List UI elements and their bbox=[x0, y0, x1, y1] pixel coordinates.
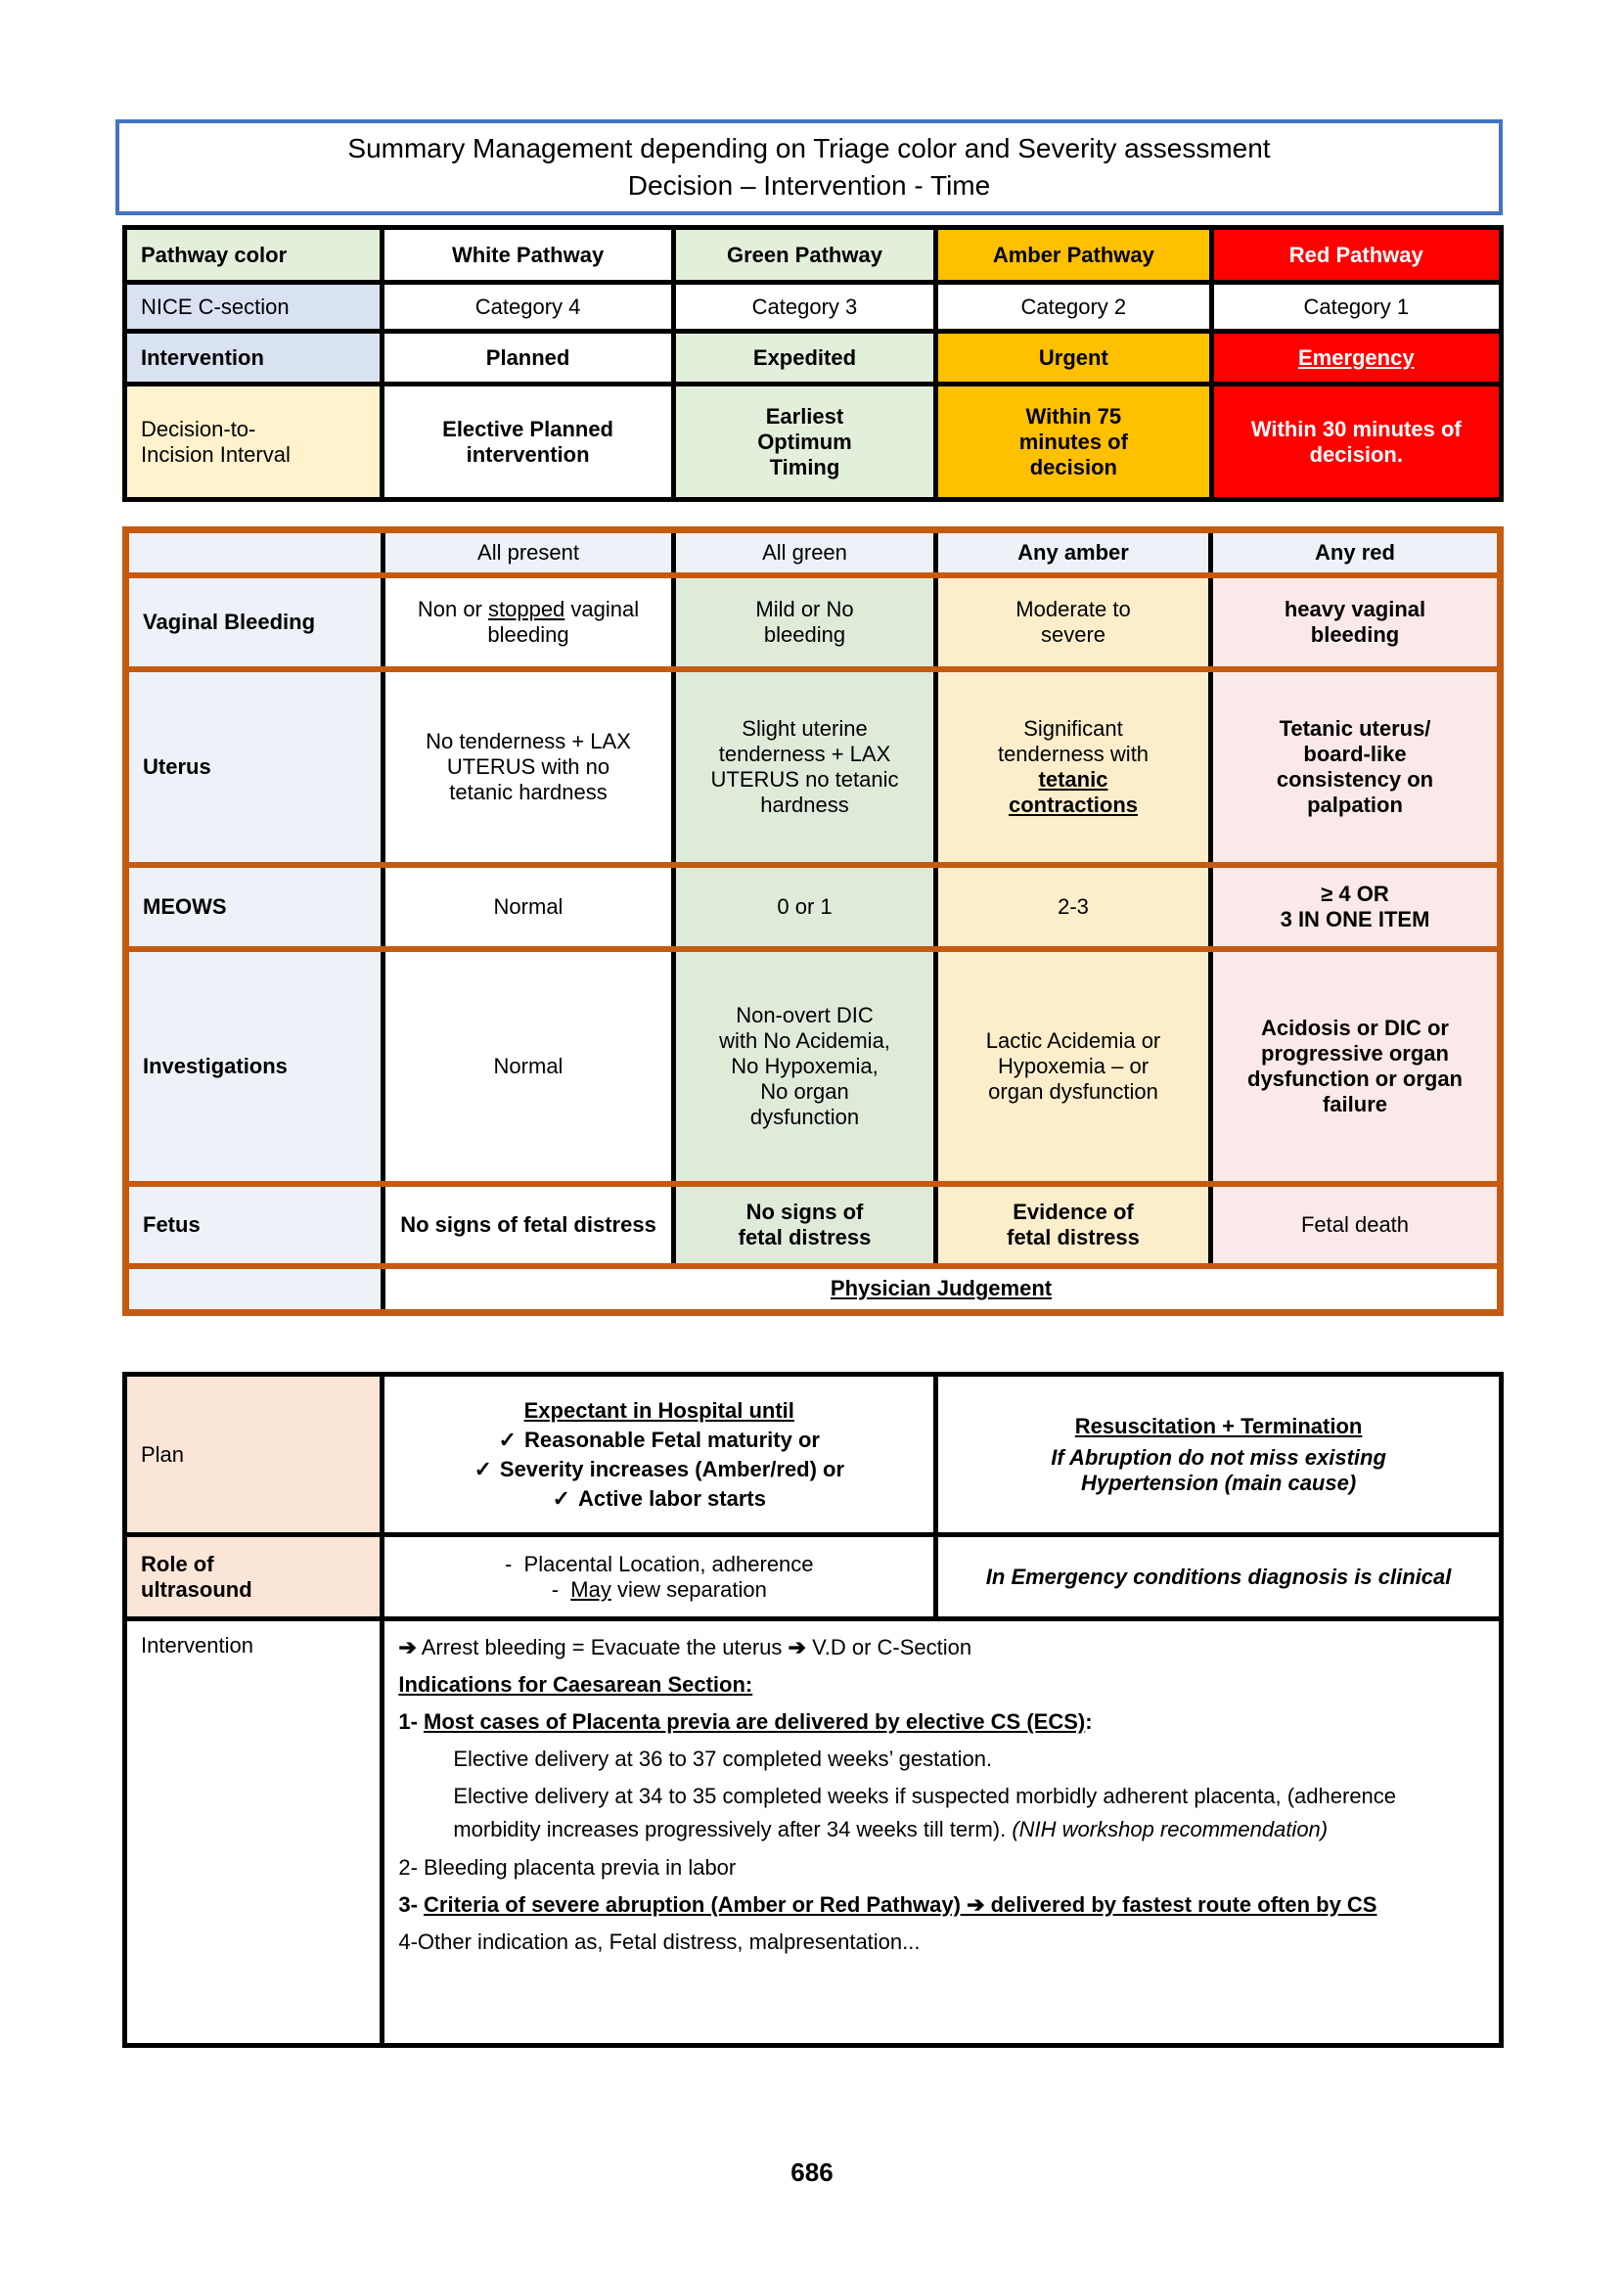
row-label-nice: NICE C-section bbox=[125, 283, 383, 332]
title-line-1: Summary Management depending on Triage color and Severity assessment bbox=[347, 133, 1271, 164]
cell-intervention-green: Expedited bbox=[673, 332, 935, 385]
plan-item: ✓ Active labor starts bbox=[552, 1485, 766, 1511]
cell-plan-expectant bbox=[383, 1375, 936, 1535]
table-row-uterus bbox=[126, 669, 1501, 865]
cell-uterus-white: No tenderness + LAX UTERUS with no tetanic hardness bbox=[383, 669, 674, 865]
cell-nice-red: Category 1 bbox=[1211, 283, 1501, 332]
row-label-uterus: Uterus bbox=[126, 669, 383, 865]
table-row-meows bbox=[126, 865, 1501, 949]
cell-nice-amber: Category 2 bbox=[936, 283, 1211, 332]
cell-vaginal-white: Non or stopped vaginal bleeding bbox=[383, 575, 674, 669]
row-label-pathway-color: Pathway color bbox=[125, 228, 383, 283]
table-row-investigations bbox=[126, 949, 1501, 1184]
row-label-plan: Plan bbox=[125, 1375, 383, 1535]
row-label-meows: MEOWS bbox=[126, 865, 383, 949]
cell-fetus-white: No signs of fetal distress bbox=[383, 1184, 674, 1266]
iv-line-indications: Indications for Caesarean Section: bbox=[398, 1672, 753, 1698]
cell-plan-resuscitation bbox=[936, 1375, 1502, 1535]
cell-fetus-red: Fetal death bbox=[1211, 1184, 1501, 1266]
cell-white-pathway: White Pathway bbox=[383, 228, 673, 283]
cell-investigations-amber: Lactic Acidemia or Hypoxemia – or organ dysfunction bbox=[936, 949, 1211, 1184]
cell-fetus-green: No signs of fetal distress bbox=[674, 1184, 936, 1266]
cell-intervention-white: Planned bbox=[383, 332, 673, 385]
table-row-nice-category bbox=[125, 283, 1502, 332]
plan-left-title: Expectant in Hospital until bbox=[523, 1397, 794, 1423]
cell-decision-white: Elective Planned intervention bbox=[383, 385, 673, 500]
plan-item: ✓ Severity increases (Amber/red) or bbox=[474, 1456, 845, 1481]
row-label-ultrasound: Role of ultrasound bbox=[125, 1535, 383, 1619]
iv-line-elective-34-35: Elective delivery at 34 to 35 completed weeks if suspected morbidly adherent placenta, (adherence morbidity increases progressively after 34 weeks till term). (NIH workshop recommendation) bbox=[453, 1784, 1397, 1842]
table-row-plan bbox=[125, 1375, 1502, 1535]
cell-meows-green: 0 or 1 bbox=[674, 865, 936, 949]
cell-uterus-green: Slight uterine tenderness + LAX UTERUS no tetanic hardness bbox=[674, 669, 936, 865]
cell-uterus-red: Tetanic uterus/ board-like consistency on palpation bbox=[1211, 669, 1501, 865]
iv-line-4: 4-Other indication as, Fetal distress, malpresentation... bbox=[398, 1929, 921, 1954]
row-label-intervention: Intervention bbox=[125, 332, 383, 385]
cell-ultrasound-left bbox=[383, 1535, 936, 1619]
right-arrow-icon: ➔ bbox=[398, 1635, 417, 1659]
cell-decision-amber: Within 75 minutes of decision bbox=[936, 385, 1211, 500]
cell-intervention-amber: Urgent bbox=[936, 332, 1211, 385]
table-row-intervention-type bbox=[125, 332, 1502, 385]
checkmark-icon: ✓ bbox=[474, 1456, 492, 1481]
cell-vaginal-amber: Moderate to severe bbox=[936, 575, 1211, 669]
table-row-presence bbox=[126, 530, 1501, 575]
cell-meows-amber: 2-3 bbox=[936, 865, 1211, 949]
cell-presence-white: All present bbox=[383, 530, 674, 575]
cell-red-pathway: Red Pathway bbox=[1211, 228, 1501, 283]
cell-nice-white: Category 4 bbox=[383, 283, 673, 332]
row-label-intervention-detail: Intervention bbox=[125, 1619, 383, 2046]
cell-uterus-amber: Significant tenderness with tetanic contractions bbox=[936, 669, 1211, 865]
cell-investigations-red: Acidosis or DIC or progressive organ dysfunction or organ failure bbox=[1211, 949, 1501, 1184]
table-row-pathway-color bbox=[125, 228, 1502, 283]
pathway-header-table bbox=[122, 225, 1504, 502]
row-label-fetus: Fetus bbox=[126, 1184, 383, 1266]
plan-item: ✓ Reasonable Fetal maturity or bbox=[498, 1427, 820, 1452]
cell-ultrasound-right: In Emergency conditions diagnosis is clinical bbox=[936, 1535, 1502, 1619]
plan-right-body: If Abruption do not miss existing Hypertension (main cause) bbox=[1051, 1444, 1386, 1495]
cell-decision-red: Within 30 minutes of decision. bbox=[1211, 385, 1501, 500]
right-arrow-icon: ➔ bbox=[788, 1635, 806, 1659]
plan-right-title: Resuscitation + Termination bbox=[1074, 1413, 1363, 1438]
cell-physician-judgement: Physician Judgement bbox=[383, 1266, 1501, 1313]
cell-amber-pathway: Amber Pathway bbox=[936, 228, 1211, 283]
cell-vaginal-red: heavy vaginal bleeding bbox=[1211, 575, 1501, 669]
plan-table bbox=[122, 1372, 1504, 2048]
row-label-investigations: Investigations bbox=[126, 949, 383, 1184]
cell-vaginal-green: Mild or No bleeding bbox=[674, 575, 936, 669]
cell-presence-amber: Any amber bbox=[936, 530, 1211, 575]
cell-intervention-red bbox=[1211, 332, 1501, 385]
row-label-vaginal-bleeding: Vaginal Bleeding bbox=[126, 575, 383, 669]
table-row-fetus bbox=[126, 1184, 1501, 1266]
cell-presence-red: Any red bbox=[1211, 530, 1501, 575]
cell-fetus-amber: Evidence of fetal distress bbox=[936, 1184, 1211, 1266]
cell-green-pathway: Green Pathway bbox=[673, 228, 935, 283]
iv-line-2: 2- Bleeding placenta previa in labor bbox=[398, 1854, 737, 1880]
ultrasound-line-2: - May view separation bbox=[551, 1576, 767, 1602]
ultrasound-line-1: - Placental Location, adherence bbox=[504, 1551, 814, 1576]
title-box bbox=[115, 119, 1503, 215]
table-row-ultrasound bbox=[125, 1535, 1502, 1619]
row-label-empty-judgement bbox=[126, 1266, 383, 1313]
iv-line-1: 1- Most cases of Placenta previa are delivered by elective CS (ECS): bbox=[398, 1709, 1093, 1735]
page-number: 686 bbox=[790, 2157, 834, 2187]
table-row-intervention-detail bbox=[125, 1619, 1502, 2046]
iv-line-arrest: ➔ Arrest bleeding = Evacuate the uterus ➔ V.D or C-Section bbox=[398, 1635, 972, 1659]
cell-nice-green: Category 3 bbox=[673, 283, 935, 332]
severity-assessment-table bbox=[122, 526, 1504, 1316]
row-label-decision-interval: Decision-to-Incision Interval bbox=[125, 385, 383, 500]
cell-investigations-white: Normal bbox=[383, 949, 674, 1184]
table-row-physician-judgement bbox=[126, 1266, 1501, 1313]
checkmark-icon: ✓ bbox=[552, 1485, 570, 1511]
iv-line-3: 3- Criteria of severe abruption (Amber or Red Pathway) ➔ delivered by fastest route often by CS bbox=[398, 1891, 1377, 1917]
emergency-text: Emergency bbox=[1297, 344, 1415, 370]
checkmark-icon: ✓ bbox=[498, 1427, 517, 1452]
table-row-decision-interval bbox=[125, 385, 1502, 500]
cell-intervention-detail bbox=[383, 1619, 1502, 2046]
table-row-vaginal-bleeding bbox=[126, 575, 1501, 669]
cell-meows-red: ≥ 4 OR 3 IN ONE ITEM bbox=[1211, 865, 1501, 949]
title-line-2: Decision – Intervention - Time bbox=[627, 170, 991, 201]
cell-decision-green: Earliest Optimum Timing bbox=[673, 385, 935, 500]
cell-investigations-green: Non-overt DIC with No Acidemia, No Hypoxemia, No organ dysfunction bbox=[674, 949, 936, 1184]
cell-presence-green: All green bbox=[674, 530, 936, 575]
cell-meows-white: Normal bbox=[383, 865, 674, 949]
iv-line-elective-36-37: Elective delivery at 36 to 37 completed weeks’ gestation. bbox=[453, 1747, 993, 1772]
row-label-empty bbox=[126, 530, 383, 575]
